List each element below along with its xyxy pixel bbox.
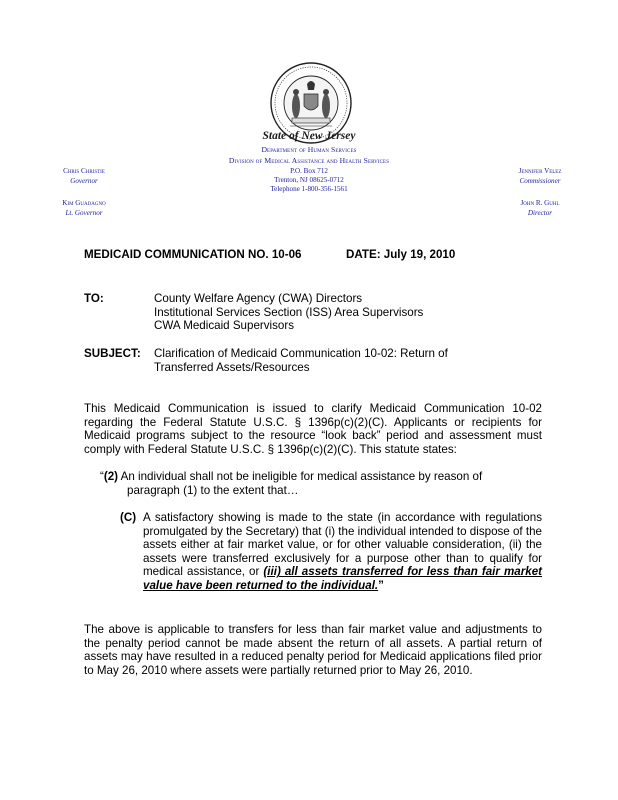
quote-c-body: [143, 511, 542, 593]
lt-governor-block: [24, 199, 144, 218]
telephone: Telephone 1-800-356-1561: [270, 185, 348, 193]
commissioner-title: Commissioner: [519, 176, 561, 185]
commissioner-block: [482, 167, 598, 186]
closing-paragraph: The above is applicable to transfers for less than fair market value and adjustments to the penalty period cannot be made absent the return of all assets. A partial return of assets may have resulted in a reduced penalty period for Medicaid applications filed prior to May 26, 2010 where assets were partially returned prior to May 26, 2010.: [84, 623, 542, 677]
address-line2: Trenton, NJ 08625-0712: [274, 176, 344, 184]
division-name: Division of Medical Assistance and Health Services: [228, 156, 390, 165]
subject-text: [154, 347, 544, 374]
state-title: State of New Jersey: [262, 130, 356, 142]
subject-line: Transferred Assets/Resources: [154, 360, 310, 374]
lt-governor-title: Lt. Governor: [65, 208, 103, 217]
lt-governor-name: Kim Guadagno: [62, 199, 106, 207]
quote-close-mark: ”: [378, 578, 384, 592]
to-label: TO:: [84, 292, 104, 305]
to-line: County Welfare Agency (CWA) Directors: [154, 292, 363, 305]
commissioner-name: Jennifer Velez: [518, 167, 562, 175]
director-name: John R. Guhl: [520, 199, 560, 207]
governor-name: Chris Christie: [63, 167, 105, 175]
governor-block: [24, 167, 144, 186]
to-recipients: [154, 292, 544, 333]
to-line: CWA Medicaid Supervisors: [154, 319, 295, 333]
quote-continuation: paragraph (1) to the extent that…: [127, 483, 299, 497]
director-title: Director: [527, 208, 553, 217]
director-block: [482, 199, 598, 218]
statute-quote-c: [120, 511, 542, 593]
subject-label: SUBJECT:: [84, 347, 141, 360]
address-line1: P.O. Box 712: [290, 167, 328, 175]
subject-line: Clarification of Medicaid Communication 10-02: Return of: [154, 347, 448, 360]
communication-date: DATE: July 19, 2010: [346, 248, 456, 261]
quote-open-mark: “: [100, 470, 104, 483]
statute-quote-2: [100, 470, 542, 497]
governor-title: Governor: [70, 176, 98, 185]
quote-number: (2): [103, 470, 119, 483]
to-line: Institutional Services Section (ISS) Area Supervisors: [154, 305, 424, 319]
communication-number: MEDICAID COMMUNICATION NO. 10-06: [84, 248, 302, 261]
communication-header: [84, 248, 456, 261]
quote-text: An individual shall not be ineligible for medical assistance by reason of: [118, 470, 483, 483]
quote-c-label: (C): [120, 511, 137, 524]
quote-c-emphasis: (iii) all assets transferred for less than fair market value have been returned to the individual.: [143, 565, 542, 592]
intro-paragraph: This Medicaid Communication is issued to clarify Medicaid Communication 10-02 regarding the Federal Statute U.S.C. § 1396p(c)(2)(C). Applicants or recipients for Medicaid programs subject to the resource “look back” period and assessment must comply with Federal Statute U.S.C. § 1396p(c)(2)(C). This statute states:: [84, 402, 542, 456]
department-name: Department of Human Services: [261, 145, 357, 154]
quote-c-text: A satisfactory showing is made to the state (in accordance with regulations promulgated by the Secretary) that (i) the individual intended to dispose of the assets either at fair market value, or for other valuable consideration, (ii) the assets were transferred exclusively for a purpose other than to qualify for medical assistance, or: [143, 511, 542, 579]
